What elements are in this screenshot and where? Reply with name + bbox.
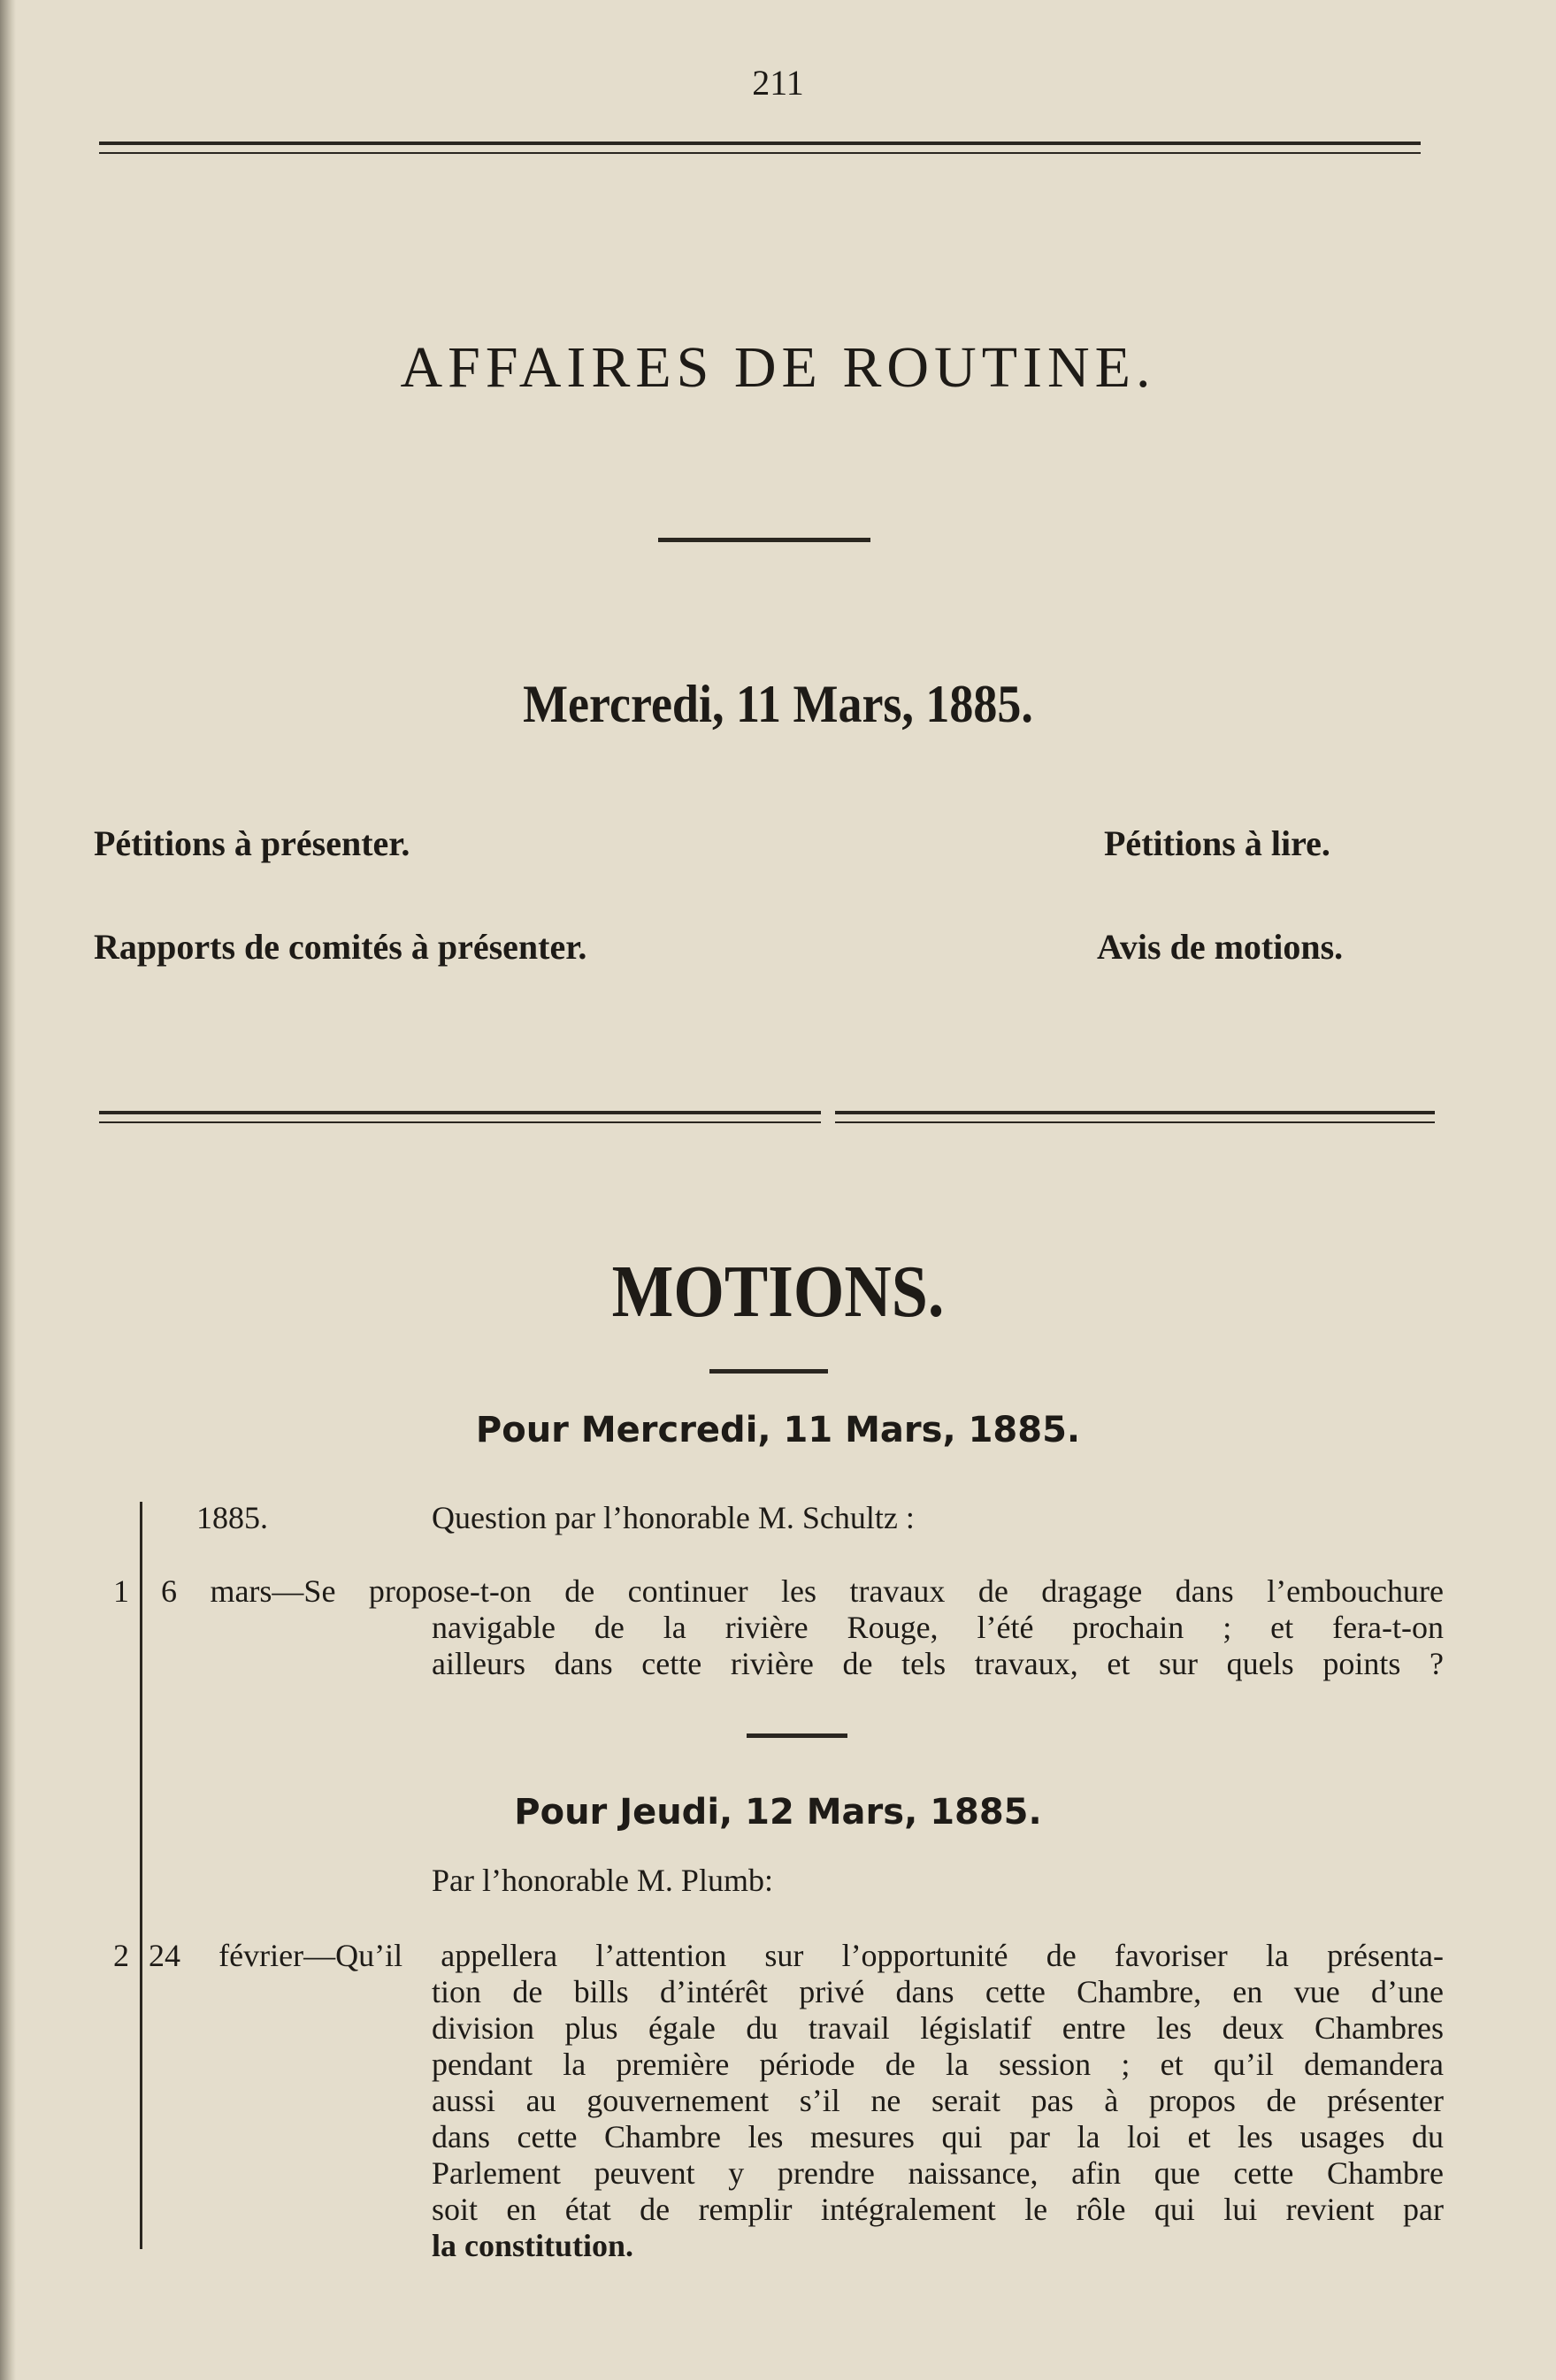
mid-rule-right-thick <box>835 1111 1435 1114</box>
motion-2-line-9: la constitution. <box>432 2228 634 2263</box>
top-rule-thick <box>99 142 1421 145</box>
motion-1-line-1: 6 mars—Se propose-t-on de continuer les travaux de dragage dans l’embouchure <box>161 1573 1444 1609</box>
section-title-motions: MOTIONS. <box>611 1251 945 1333</box>
motion-1-line-2: navigable de la rivière Rouge, l’été prochain ; et fera-t-on <box>432 1610 1444 1645</box>
top-rule-thin <box>99 152 1421 154</box>
motion-number-2: 2 <box>113 1938 129 1973</box>
question-by-line: Question par l’honorable M. Schultz : <box>432 1500 915 1535</box>
motion-separator <box>747 1733 847 1738</box>
motion-2-line-5: aussi au gouvernement s’il ne serait pas à propos de présenter <box>432 2083 1444 2118</box>
routine-item-petitions-lire: Pétitions à lire. <box>1104 823 1330 863</box>
motion-day-heading-thursday: Pour Jeudi, 12 Mars, 1885. <box>514 1792 1042 1833</box>
motions-underline <box>709 1369 828 1374</box>
mid-rule-right-thin <box>835 1121 1435 1123</box>
motion-day-heading-wednesday: Pour Mercredi, 11 Mars, 1885. <box>475 1410 1081 1450</box>
motion-number-1: 1 <box>113 1573 129 1609</box>
title-underline <box>658 538 870 542</box>
motion-2-line-6: dans cette Chambre les mesures qui par la loi et les usages du <box>432 2119 1444 2154</box>
motion-1-line-3: ailleurs dans cette rivière de tels travaux, et sur quels points ? <box>432 1646 1444 1681</box>
motion-by-line: Par l’honorable M. Plumb: <box>432 1863 773 1898</box>
motion-2-line-3: division plus égale du travail législatif entre les deux Chambres <box>432 2010 1444 2046</box>
year-label: 1885. <box>196 1500 268 1535</box>
routine-item-petitions-presenter: Pétitions à présenter. <box>94 823 410 863</box>
motion-2-line-8: soit en état de remplir intégralement le rôle qui lui revient par <box>432 2192 1444 2227</box>
routine-item-avis-motions: Avis de motions. <box>1097 927 1344 967</box>
margin-bar <box>140 1502 142 2249</box>
motion-2-line-2: tion de bills d’intérêt privé dans cette Chambre, en vue d’une <box>432 1974 1444 2009</box>
page-number: 211 <box>752 63 804 103</box>
motion-2-line-7: Parlement peuvent y prendre naissance, afin que cette Chambre <box>432 2155 1444 2191</box>
mid-rule-left-thick <box>99 1111 821 1114</box>
motion-2-line-1: 24 février—Qu’il appellera l’attention sur l’opportunité de favoriser la présenta- <box>149 1938 1444 1973</box>
section-title-affaires-de-routine: AFFAIRES DE ROUTINE. <box>400 335 1156 400</box>
mid-rule-left-thin <box>99 1121 821 1123</box>
motion-2-line-4: pendant la première période de la session ; et qu’il demandera <box>432 2047 1444 2082</box>
routine-item-rapports-comites: Rapports de comités à présenter. <box>94 927 587 967</box>
sitting-date: Mercredi, 11 Mars, 1885. <box>523 675 1033 733</box>
